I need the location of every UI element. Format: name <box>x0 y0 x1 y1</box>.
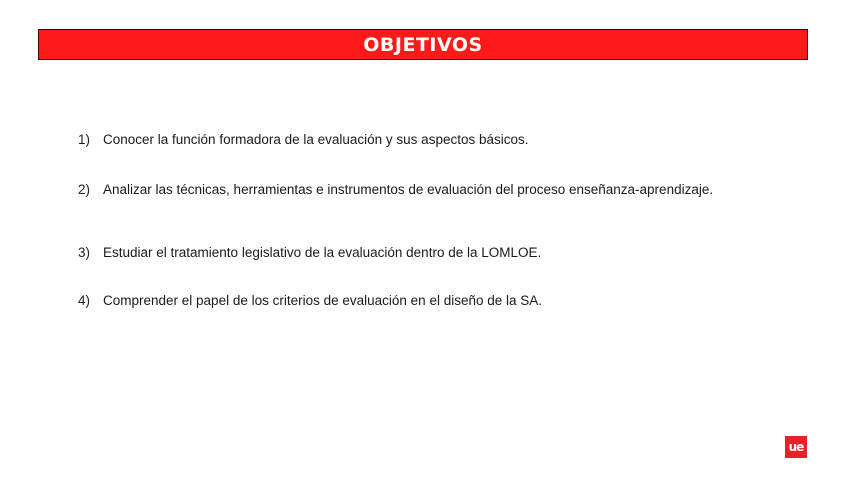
objective-item <box>78 181 763 198</box>
objective-number: 2) <box>78 182 91 197</box>
ue-logo-text: ue <box>788 440 804 454</box>
objective-item <box>78 244 763 261</box>
objective-number: 4) <box>78 293 91 308</box>
objective-text: Analizar las técnicas, herramientas e instrumentos de evaluación del proceso enseñanza-aprendizaje. <box>103 182 714 197</box>
objective-item <box>78 292 763 309</box>
objective-text: Comprender el papel de los criterios de evaluación en el diseño de la SA. <box>103 293 543 308</box>
objective-item <box>78 131 763 148</box>
objective-number: 3) <box>78 245 91 260</box>
objective-number: 1) <box>78 132 91 147</box>
objective-text: Estudiar el tratamiento legislativo de la evaluación dentro de la LOMLOE. <box>103 245 542 260</box>
objective-text: Conocer la función formadora de la evaluación y sus aspectos básicos. <box>103 132 529 147</box>
page-title: OBJETIVOS <box>363 33 483 56</box>
ue-logo <box>785 436 807 458</box>
